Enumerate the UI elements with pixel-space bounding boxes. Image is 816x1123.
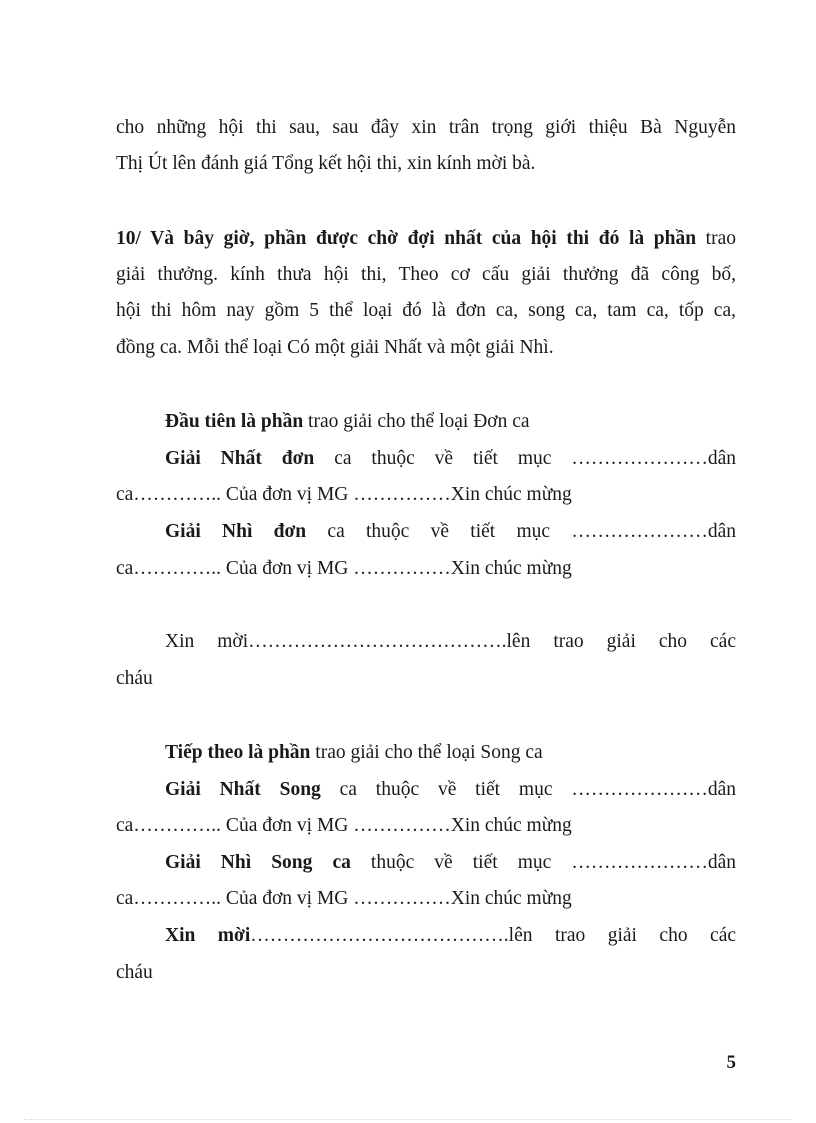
- award-line: ca………….. Của đơn vị MG ……………Xin chúc mừng: [116, 888, 572, 909]
- text: trao: [696, 228, 736, 249]
- award-line: ca………….. Của đơn vị MG ……………Xin chúc mừng: [116, 484, 572, 505]
- page-number: 5: [726, 1052, 736, 1073]
- text: ca thuộc về tiết mục …………………dân: [306, 521, 736, 542]
- text: thuộc về tiết mục …………………dân: [350, 852, 736, 873]
- bold-text: Giải Nhất Song: [165, 779, 321, 800]
- award-line: ca………….. Của đơn vị MG ……………Xin chúc mừng: [116, 558, 572, 579]
- bold-text: Xin mời: [165, 925, 251, 946]
- award-line: [165, 446, 736, 472]
- bold-text: Giải Nhất đơn: [165, 448, 315, 469]
- award-line: [165, 777, 736, 803]
- section-heading: [165, 740, 736, 766]
- bold-text: Tiếp theo là phần: [165, 742, 311, 763]
- award-line: ca………….. Của đơn vị MG ……………Xin chúc mừng: [116, 815, 572, 836]
- bold-text: Giải Nhì đơn: [165, 521, 307, 542]
- bold-text: Đầu tiên là phần: [165, 411, 304, 432]
- paragraph-line: đồng ca. Mỗi thể loại Có một giải Nhất và một giải Nhì.: [116, 337, 554, 358]
- text: ca thuộc về tiết mục …………………dân: [314, 448, 736, 469]
- invitation-line: [165, 923, 736, 949]
- invitation-line: Xin mời………………………………….lên trao giải cho các: [165, 631, 736, 652]
- bold-text: Giải Nhì Song ca: [165, 852, 351, 873]
- award-line: [165, 519, 736, 545]
- page-edge-divider: [24, 1119, 792, 1120]
- section-heading: [165, 409, 736, 435]
- text: trao giải cho thể loại Song ca: [310, 742, 543, 763]
- invitation-line: cháu: [116, 962, 153, 983]
- text: ………………………………….lên trao giải cho các: [250, 925, 737, 946]
- invitation-line: cháu: [116, 668, 153, 689]
- paragraph-line: cho những hội thi sau, sau đây xin trân trọng giới thiệu Bà Nguyễn: [116, 117, 736, 138]
- text: ca thuộc về tiết mục …………………dân: [320, 779, 736, 800]
- text: trao giải cho thể loại Đơn ca: [303, 411, 530, 432]
- award-line: [165, 850, 736, 876]
- paragraph-line: Thị Út lên đánh giá Tổng kết hội thi, xin kính mời bà.: [116, 153, 536, 174]
- paragraph-line: [116, 226, 736, 252]
- paragraph-line: hội thi hôm nay gồm 5 thể loại đó là đơn ca, song ca, tam ca, tốp ca,: [116, 300, 736, 321]
- paragraph-line: giải thưởng. kính thưa hội thi, Theo cơ cấu giải thưởng đã công bố,: [116, 264, 736, 285]
- bold-text: 10/ Và bây giờ, phần được chờ đợi nhất của hội thi đó là phần: [116, 228, 697, 249]
